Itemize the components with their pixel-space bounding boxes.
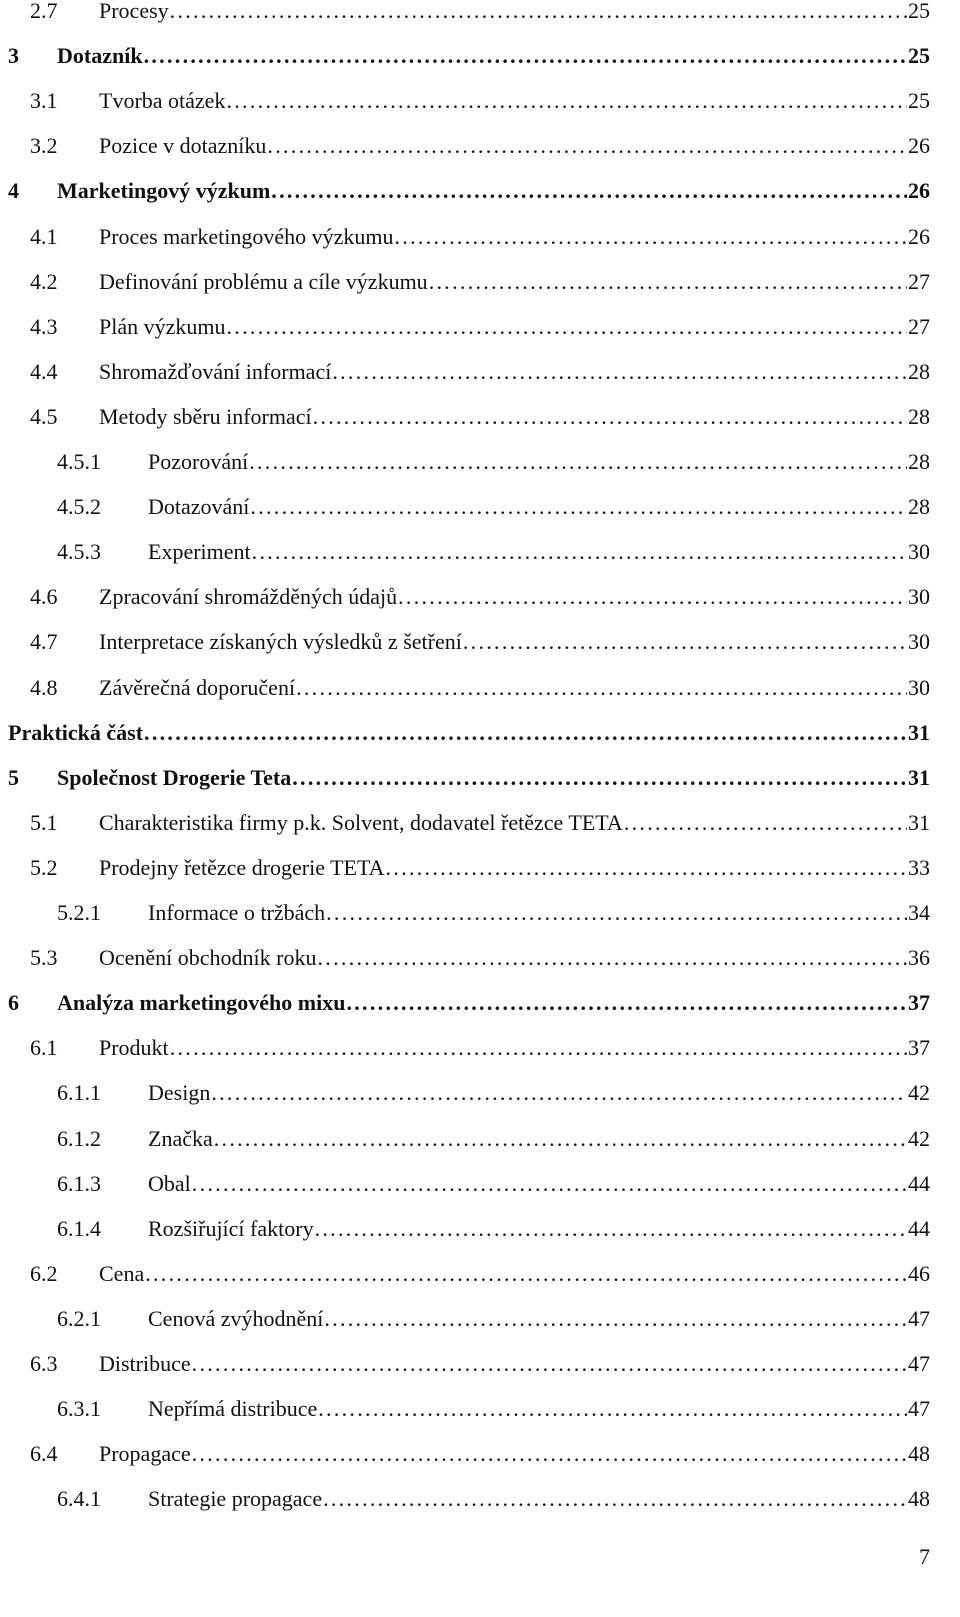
toc-entry-page: 27 <box>908 268 930 294</box>
toc-entry-title: Produkt <box>99 1035 169 1061</box>
toc-entry[interactable] <box>0 174 930 208</box>
toc-entry-title: Procesy <box>99 0 169 23</box>
toc-entry-number: 3.2 <box>30 133 58 159</box>
toc-entry-page: 28 <box>908 494 930 520</box>
toc-entry-number: 5.2 <box>30 854 58 880</box>
toc-entry-number: 3 <box>8 43 19 69</box>
dot-leader <box>318 941 908 975</box>
toc-entry-page: 30 <box>908 584 930 610</box>
toc-entry-number: 4.2 <box>30 268 58 294</box>
toc-entry-number: 4.5.2 <box>57 494 101 520</box>
toc-entry-title: Interpretace získaných výsledků z šetření <box>99 629 462 655</box>
toc-entry[interactable] <box>0 445 930 479</box>
toc-entry-page: 34 <box>908 900 930 925</box>
toc-entry[interactable] <box>0 129 930 163</box>
toc-entry-title: Nepřímá distribuce <box>148 1396 318 1422</box>
toc-entry-title: Obal <box>148 1170 191 1196</box>
toc-entry-title: Zpracování shromážděných údajů <box>99 584 398 610</box>
toc-entry-number: 4.7 <box>30 629 58 655</box>
toc-entry-page: 37 <box>908 1035 930 1061</box>
toc-entry-title: Cena <box>99 1260 145 1286</box>
toc-entry-number: 2.7 <box>30 0 58 23</box>
toc-entry-page: 36 <box>908 945 930 971</box>
dot-leader <box>326 896 907 930</box>
toc-entry[interactable] <box>0 400 930 434</box>
dot-leader <box>227 310 908 344</box>
toc-entry[interactable] <box>0 941 930 975</box>
toc-entry[interactable] <box>0 1437 930 1471</box>
toc-entry-page: 25 <box>908 88 930 114</box>
toc-entry-title: Dotazování <box>148 494 250 520</box>
dot-leader <box>292 761 907 795</box>
dot-leader <box>214 1122 907 1156</box>
toc-entry-page: 26 <box>908 133 930 159</box>
dot-leader <box>429 265 907 299</box>
toc-entry-title: Společnost Drogerie Teta <box>57 764 292 790</box>
dot-leader <box>252 535 907 569</box>
toc-entry-title: Definování problému a cíle výzkumu <box>99 268 428 294</box>
toc-entry-number: 5.2.1 <box>57 900 101 925</box>
page-number: 7 <box>919 1544 930 1569</box>
toc-entry-title: Dotazník <box>57 43 143 69</box>
toc-entry-number: 6.1.2 <box>57 1125 101 1151</box>
dot-leader <box>624 806 907 840</box>
toc-entry[interactable] <box>0 671 930 705</box>
toc-entry-number: 6.2.1 <box>57 1305 101 1331</box>
toc-entry-title: Informace o tržbách <box>148 900 326 925</box>
dot-leader <box>313 400 907 434</box>
toc-entry-title: Závěrečná doporučení <box>99 674 296 700</box>
toc-entry[interactable] <box>0 310 930 344</box>
toc-entry-number: 3.1 <box>30 88 58 114</box>
toc-entry[interactable] <box>0 1031 930 1065</box>
toc-entry-page: 25 <box>908 43 930 69</box>
dot-leader <box>267 129 907 163</box>
dot-leader <box>324 1302 907 1336</box>
toc-entry-title: Pozice v dotazníku <box>99 133 267 159</box>
toc-entry-page: 26 <box>908 223 930 249</box>
toc-entry-number: 6.1.4 <box>57 1215 101 1241</box>
dot-leader <box>170 1031 907 1065</box>
toc-entry-number: 6.2 <box>30 1260 58 1286</box>
toc-entry-title: Ocenění obchodník roku <box>99 945 317 971</box>
toc-entry-page: 47 <box>908 1396 930 1422</box>
toc-entry[interactable] <box>0 1302 930 1336</box>
toc-entry[interactable] <box>0 716 930 750</box>
dot-leader <box>192 1437 907 1471</box>
dot-leader <box>346 986 907 1020</box>
toc-entry-page: 30 <box>908 539 930 565</box>
toc-entry-title: Rozšiřující faktory <box>148 1215 314 1241</box>
toc-entry-page: 46 <box>908 1260 930 1286</box>
dot-leader <box>323 1482 907 1516</box>
toc-entry-title: Experiment <box>148 539 251 565</box>
toc-entry-page: 30 <box>908 674 930 700</box>
toc-entry-number: 6.1.3 <box>57 1170 101 1196</box>
toc-entry-title: Distribuce <box>99 1351 191 1376</box>
toc-entry-number: 4.1 <box>30 223 58 249</box>
toc-entry[interactable] <box>0 1212 930 1246</box>
toc-entry-number: 5.3 <box>30 945 58 971</box>
toc-entry-number: 6.1 <box>30 1035 58 1061</box>
toc-entry[interactable] <box>0 1392 930 1426</box>
toc-entry[interactable] <box>0 0 930 28</box>
dot-leader <box>398 580 907 614</box>
toc-entry-page: 28 <box>908 358 930 384</box>
toc-entry[interactable] <box>0 220 930 254</box>
toc-entry-page: 25 <box>908 0 930 23</box>
toc-entry-title: Plán výzkumu <box>99 313 226 339</box>
toc-entry-title: Značka <box>148 1125 213 1151</box>
toc-entry[interactable] <box>0 535 930 569</box>
toc-entry-page: 44 <box>908 1170 930 1196</box>
toc-entry-title: Proces marketingového výzkumu <box>99 223 394 249</box>
toc-entry-page: 48 <box>908 1486 930 1512</box>
toc-entry-page: 44 <box>908 1215 930 1241</box>
toc-entry[interactable] <box>0 39 930 73</box>
toc-entry-page: 47 <box>908 1351 930 1376</box>
toc-entry-title: Praktická část <box>8 719 144 745</box>
dot-leader <box>395 220 908 254</box>
toc-entry-number: 4.8 <box>30 674 58 700</box>
dot-leader <box>463 625 907 659</box>
toc-entry-number: 6 <box>8 990 19 1016</box>
toc-entry[interactable] <box>0 1076 930 1110</box>
toc-entry-number: 4.5.3 <box>57 539 101 565</box>
toc-entry-number: 4 <box>8 178 19 204</box>
toc-entry-page: 42 <box>908 1125 930 1151</box>
toc-entry-page: 42 <box>908 1080 930 1106</box>
dot-leader <box>271 174 907 208</box>
toc-entry-number: 4.3 <box>30 313 58 339</box>
toc-entry-title: Cenová zvýhodnění <box>148 1305 324 1331</box>
toc-entry-number: 4.4 <box>30 358 58 384</box>
toc-entry-title: Marketingový výzkum <box>57 178 271 204</box>
toc-entry[interactable] <box>0 896 930 930</box>
toc-entry[interactable] <box>0 986 930 1020</box>
toc-entry-page: 31 <box>908 719 930 745</box>
toc-entry-page: 27 <box>908 313 930 339</box>
dot-leader <box>170 0 907 28</box>
toc-entry-number: 5.1 <box>30 809 58 835</box>
toc-entry-page: 31 <box>908 764 930 790</box>
toc-entry-page: 37 <box>908 990 930 1016</box>
dot-leader <box>332 355 907 389</box>
dot-leader <box>211 1076 907 1110</box>
toc-entry[interactable] <box>0 1347 930 1381</box>
toc-entry-page: 48 <box>908 1441 930 1467</box>
toc-entry-page: 26 <box>908 178 930 204</box>
toc-entry-number: 6.3.1 <box>57 1396 101 1422</box>
dot-leader <box>249 445 907 479</box>
dot-leader <box>296 671 907 705</box>
toc-entry-number: 4.6 <box>30 584 58 610</box>
toc-entry-title: Prodejny řetězce drogerie TETA <box>99 854 385 880</box>
toc-entry-number: 6.1.1 <box>57 1080 101 1106</box>
toc-entry-page: 28 <box>908 403 930 429</box>
toc-entry-title: Tvorba otázek <box>99 88 226 114</box>
toc-entry-page: 47 <box>908 1305 930 1331</box>
toc-entry-title: Analýza marketingového mixu <box>57 990 346 1016</box>
dot-leader <box>144 716 907 750</box>
toc-entry-number: 4.5.1 <box>57 449 101 474</box>
toc-entry[interactable] <box>0 761 930 795</box>
toc-entry[interactable] <box>0 625 930 659</box>
toc-entry-number: 5 <box>8 764 19 790</box>
toc-entry[interactable] <box>0 1122 930 1156</box>
dot-leader <box>192 1167 907 1201</box>
toc-entry-title: Shromažďování informací <box>99 358 332 384</box>
toc-entry[interactable] <box>0 851 930 885</box>
toc-entry-title: Design <box>148 1080 211 1106</box>
toc-entry[interactable] <box>0 490 930 524</box>
toc-entry-title: Propagace <box>99 1441 191 1467</box>
toc-entry-page: 33 <box>908 854 930 880</box>
toc-entry-title: Pozorování <box>148 449 249 474</box>
dot-leader <box>144 39 907 73</box>
toc-entry[interactable] <box>0 1257 930 1291</box>
toc-entry[interactable] <box>0 355 930 389</box>
toc-entry-title: Strategie propagace <box>148 1486 323 1512</box>
toc-entry-title: Metody sběru informací <box>99 403 312 429</box>
toc-entry[interactable] <box>0 1167 930 1201</box>
toc-entry-number: 4.5 <box>30 403 58 429</box>
toc-entry-page: 30 <box>908 629 930 655</box>
toc-entry-page: 31 <box>908 809 930 835</box>
toc-entry[interactable] <box>0 84 930 118</box>
dot-leader <box>318 1392 907 1426</box>
toc-entry[interactable] <box>0 265 930 299</box>
dot-leader <box>226 84 907 118</box>
toc-entry[interactable] <box>0 580 930 614</box>
dot-leader <box>386 851 907 885</box>
toc-entry-title: Charakteristika firmy p.k. Solvent, dodavatel řetězce TETA <box>99 809 623 835</box>
toc-entry-page: 28 <box>908 449 930 474</box>
dot-leader <box>145 1257 907 1291</box>
toc-entry-number: 6.3 <box>30 1351 58 1376</box>
toc-entry[interactable] <box>0 1482 930 1516</box>
dot-leader <box>192 1347 907 1381</box>
dot-leader <box>315 1212 907 1246</box>
toc-entry[interactable] <box>0 806 930 840</box>
toc-entry-number: 6.4 <box>30 1441 58 1467</box>
dot-leader <box>250 490 907 524</box>
toc-entry-number: 6.4.1 <box>57 1486 101 1512</box>
